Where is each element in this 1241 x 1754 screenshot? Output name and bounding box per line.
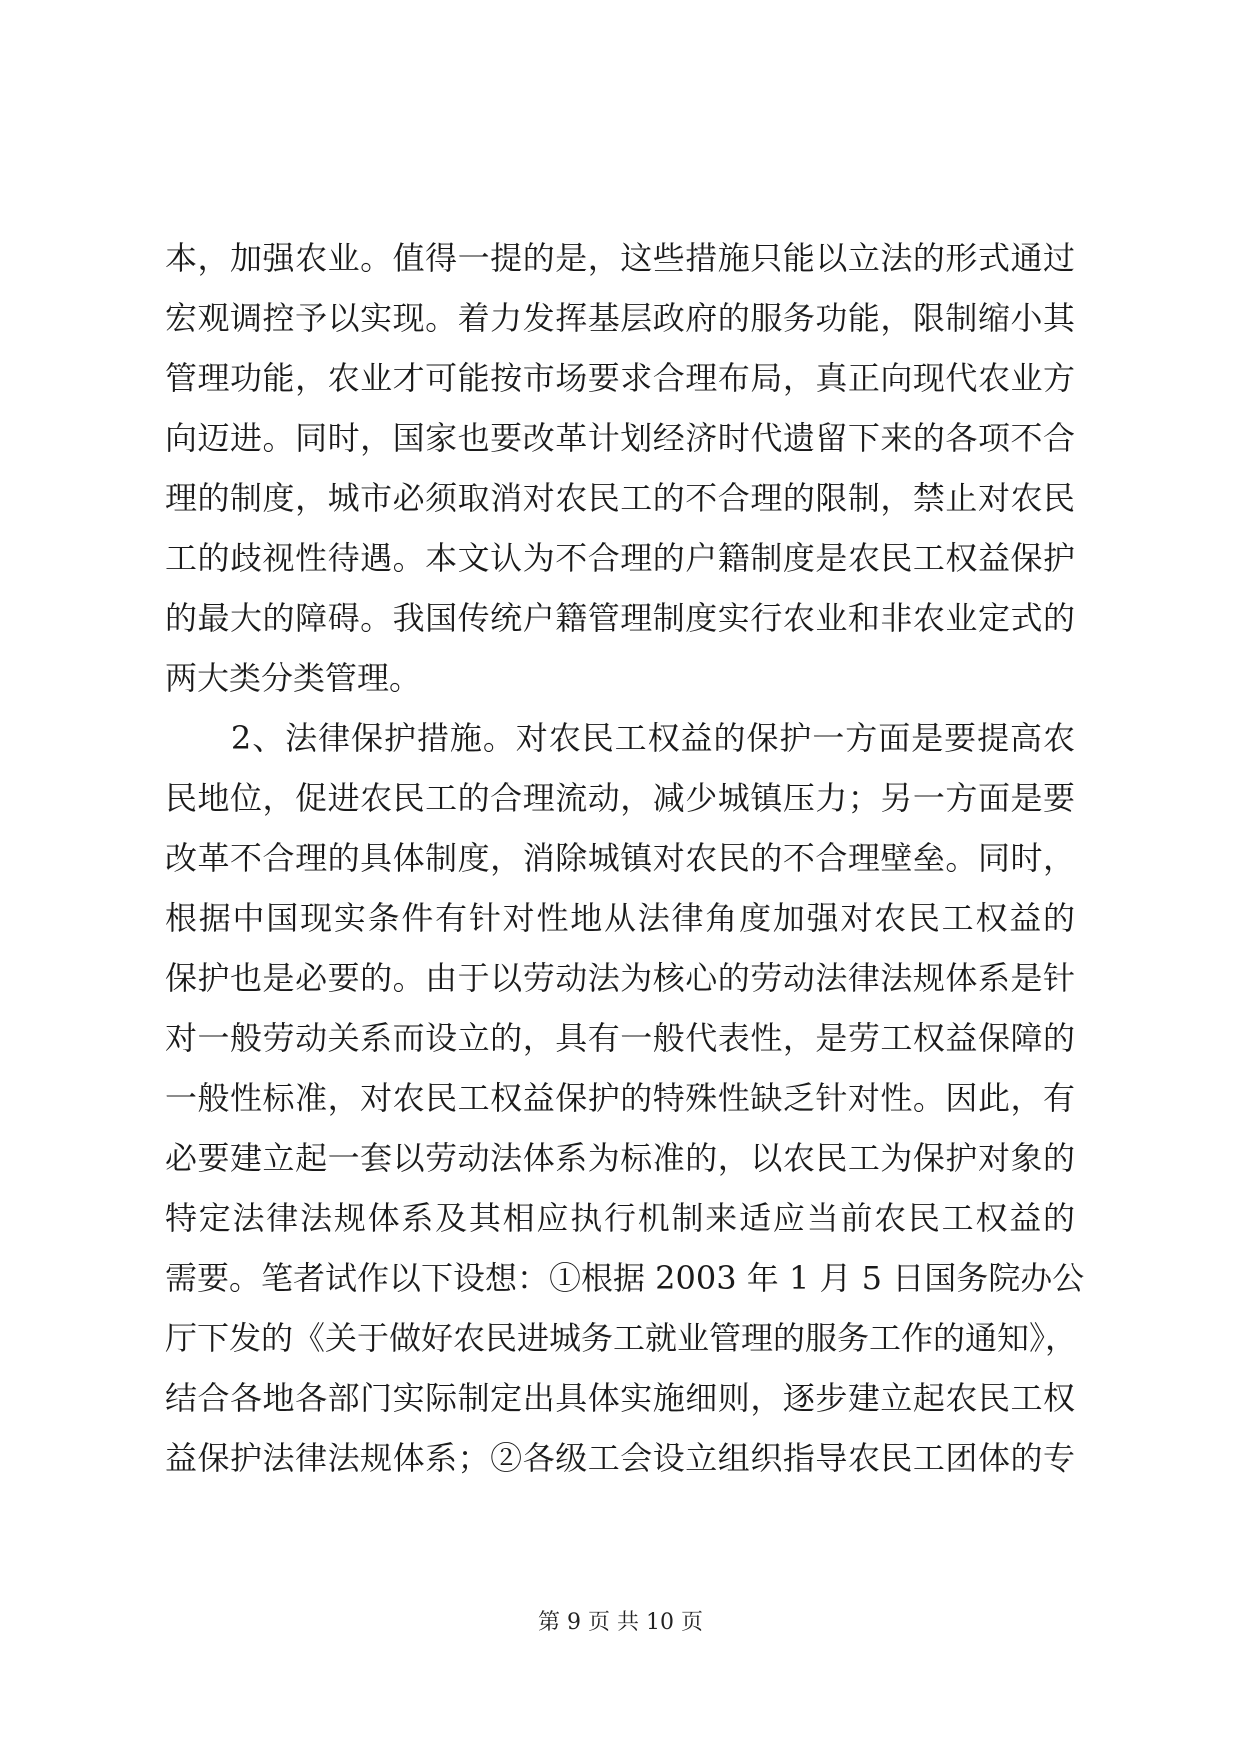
text-line: 两大类分类管理。 — [165, 659, 422, 697]
text-line: 根据中国现实条件有针对性地从法律角度加强对农民工权益的 — [165, 899, 1075, 937]
text-line: 一般性标准，对农民工权益保护的特殊性缺乏针对性。因此，有 — [165, 1079, 1075, 1117]
text-line: 宏观调控予以实现。着力发挥基层政府的服务功能，限制缩小其 — [165, 299, 1075, 337]
text-line: 民地位，促进农民工的合理流动，减少城镇压力；另一方面是要 — [165, 779, 1075, 817]
text-line: 工的歧视性待遇。本文认为不合理的户籍制度是农民工权益保护 — [165, 539, 1075, 577]
text-line: 本，加强农业。值得一提的是，这些措施只能以立法的形式通过 — [165, 239, 1075, 277]
text-line: 益保护法律法规体系；②各级工会设立组织指导农民工团体的专 — [165, 1439, 1075, 1477]
text-line: 管理功能，农业才可能按市场要求合理布局，真正向现代农业方 — [165, 359, 1075, 397]
text-line: 对一般劳动关系而设立的，具有一般代表性，是劳工权益保障的 — [165, 1019, 1075, 1057]
text-line: 结合各地各部门实际制定出具体实施细则，逐步建立起农民工权 — [165, 1379, 1075, 1417]
text-line: 改革不合理的具体制度，消除城镇对农民的不合理壁垒。同时， — [165, 839, 1075, 877]
text-line: 保护也是必要的。由于以劳动法为核心的劳动法律法规体系是针 — [165, 959, 1075, 997]
text-line: 向迈进。同时，国家也要改革计划经济时代遗留下来的各项不合 — [165, 419, 1075, 457]
text-line: 必要建立起一套以劳动法体系为标准的，以农民工为保护对象的 — [165, 1139, 1075, 1177]
text-line: 的最大的障碍。我国传统户籍管理制度实行农业和非农业定式的 — [165, 599, 1075, 637]
text-line: 需要。笔者试作以下设想：①根据 2003 年 1 月 5 日国务院办公 — [165, 1259, 1085, 1297]
document-body — [165, 228, 1085, 1488]
text-line: 理的制度，城市必须取消对农民工的不合理的限制，禁止对农民 — [165, 479, 1075, 517]
text-line: 2、法律保护措施。对农民工权益的保护一方面是要提高农 — [165, 719, 1075, 757]
page-number-footer: 第 9 页 共 10 页 — [538, 1610, 703, 1635]
text-line: 特定法律法规体系及其相应执行机制来适应当前农民工权益的 — [165, 1199, 1075, 1237]
text-line: 厅下发的《关于做好农民进城务工就业管理的服务工作的通知》， — [165, 1319, 1078, 1357]
